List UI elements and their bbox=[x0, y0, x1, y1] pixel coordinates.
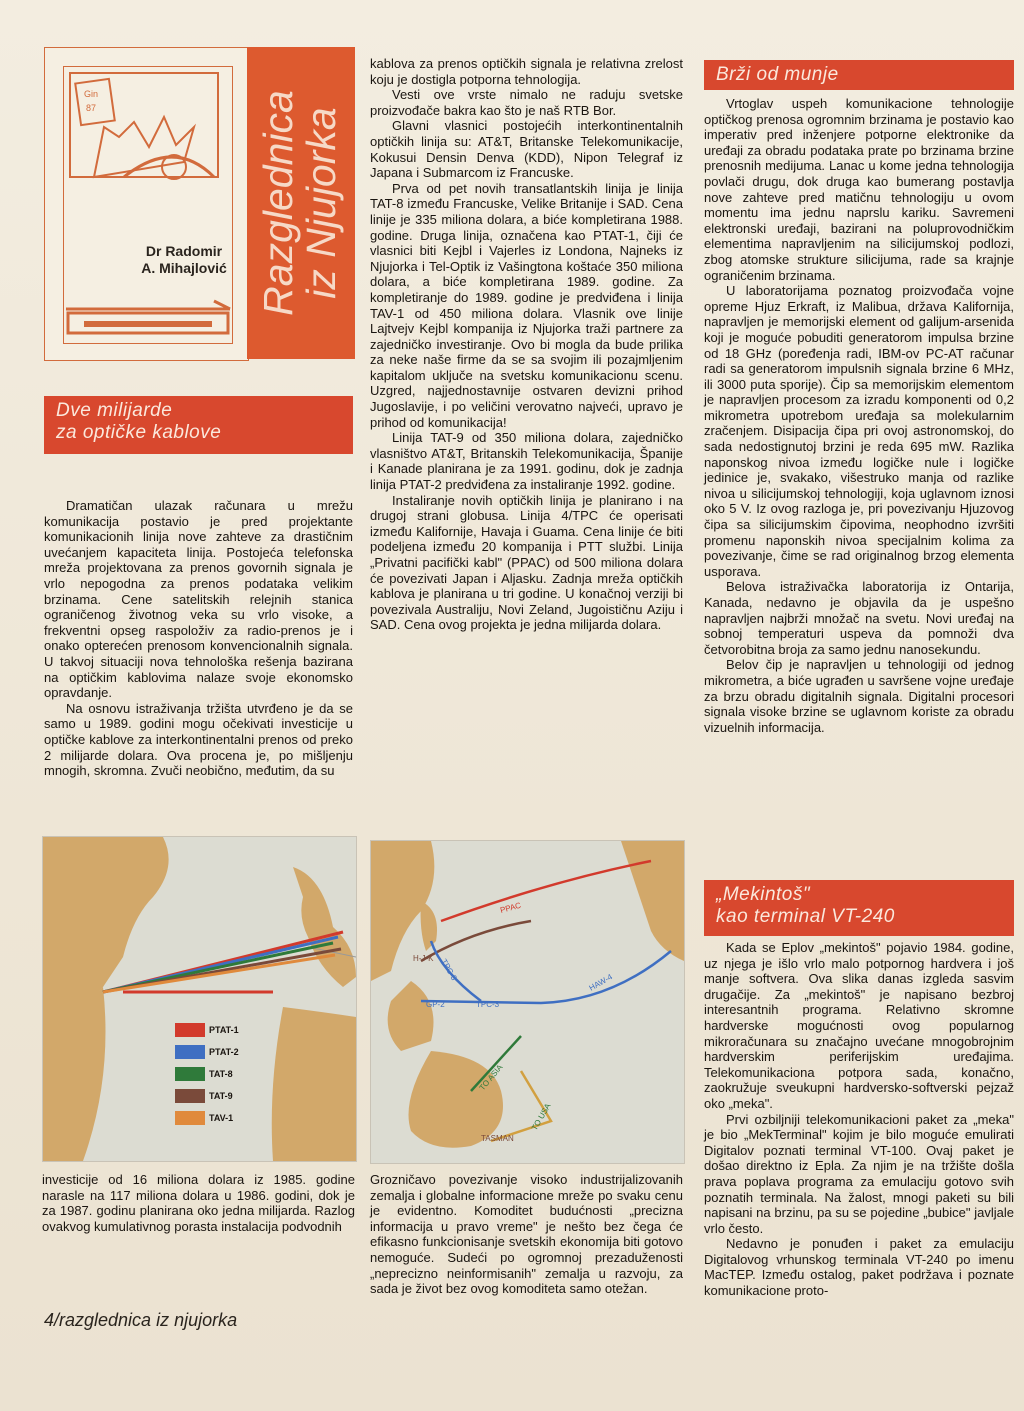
paragraph: Vesti ove vrste nimalo ne raduju svetske proizvođače bakra kao što je naš RTB Bor. bbox=[370, 87, 683, 118]
legend-item bbox=[175, 1085, 265, 1107]
paragraph: kablova za prenos optičkih signala je relativna zrelost koju je dostigla potporna tehnologija. bbox=[370, 56, 683, 87]
legend-swatch bbox=[175, 1045, 205, 1059]
article-column-3-lower bbox=[704, 940, 1014, 1299]
paragraph: Linija TAT-9 od 350 miliona dolara, zajedničko vlasništvo AT&T, Britanskih Telekomunikacija, Španije i Kanade planirana je za 1991. godinu, dok je zadnja linija PTAT-2 predviđena za instaliranje 1992. godine. bbox=[370, 430, 683, 493]
legend-item bbox=[175, 1063, 265, 1085]
paragraph: Na osnovu istraživanja tržišta utvrđeno je da se samo u 1989. godini mogu očekivati investicije u optičke kablove za interkontinentalni prenos od preko 2 milijarde dolara. Ova procena je, po mišljenju mnogih, skromna. Zvuči neobično, međutim, da su bbox=[44, 700, 353, 779]
pacific-map-graphic bbox=[371, 841, 684, 1163]
paragraph: U laboratorijama poznatog proizvođača vojne opreme Hjuz Erkraft, iz Malibua, država Kalifornija, napravljen je memorijski element od galijum-arsenida koji je moguće pobuditi generatorom impulsa brzine od 18 GHz (poređenja radi, IBM-ov PC-AT računar radi sa generatorom impulsnih signala brzine 6 MHz, ili 3000 puta sporije). Čip sa memorijskim elementom je napravljen procesom za izradu komponenti od 0,2 mikrometra upotrebom uređaja sa molekularnim zračenjem. Disipacija čipa pri ovoj astronomskoj, do sada nedostignutoj brzini je reda 695 mW. Razlika naponskog nivoa između logičke nule i logičke jedinice je, svakako, višestruko manja od razlike nivoa u silicijumskoj tehnologiji, koja uglavnom iznosi oko 5 V. Iz ovog razloga je, pri povezivanju Hjuzovog čipa sa silicijumskim čipovima, neophodno izvršiti promenu naponskih nivoa specijalnim kolima za povezivanje, čime se rad originalnog brzog elementa usporava. bbox=[704, 283, 1014, 579]
cable-label: TO ASIA bbox=[477, 1062, 505, 1093]
legend-label: TAV-1 bbox=[209, 1113, 234, 1123]
legend-swatch bbox=[175, 1067, 205, 1081]
map-legend bbox=[175, 1019, 265, 1129]
section-banner-dve-milijarde: Dve milijarde za optičke kablove bbox=[44, 396, 353, 454]
paragraph: Instaliranje novih optičkih linija je planirano i na drugoj strani globusa. Linija 4/TPC će operisati između Kalifornije, Havaja i Guama. Cena linije će biti podeljena između 20 kompanija i PTT službi. Linija „Privatni pacifički kabl" (PPAC) od 500 miliona dolara će povezivati Japan i Aljasku. Zadnja mreža optičkih kablova je planirana u tri godine. U konačnoj verziji bi povezivala Australiju, Novi Zeland, Jugoističnu Aziju i SAD. Cena ovog projekta je jedna milijarda dolara. bbox=[370, 492, 683, 633]
legend-swatch bbox=[175, 1089, 205, 1103]
section-banner-mekintos: „Mekintoš" kao terminal VT-240 bbox=[704, 880, 1014, 936]
legend-label: TAT-9 bbox=[209, 1091, 233, 1101]
page-footer: 4/razglednica iz njujorka bbox=[44, 1310, 238, 1330]
cable-label: TPC-3 bbox=[439, 957, 459, 983]
paragraph: Kada se Eplov „mekintoš" pojavio 1984. godine, uz njega je išlo vrlo malo potpornog hardvera i još manje softvera. Ova slika danas izgleda sasvim drugačije. Za „mekintoš" je napisano bezbroj interesantnih programa. Relativno skromne hardverske mogućnosti ovog popularnog mikroračunara su značajno uvećane mnogobrojnim hardverskim periferijskim uređajima. Telekomunikaciona potpora sada, konačno, zaokružuje sveukupni hardversko-softverski pejzaž oko „meka". bbox=[704, 940, 1014, 1111]
cable-label: TO USA bbox=[529, 1101, 553, 1132]
legend-item bbox=[175, 1041, 265, 1063]
postcard-illustration bbox=[64, 67, 232, 217]
paragraph: Belov čip je napravljen u tehnologiji od jednog mikrometra, a biće ugrađen u savršene vojne uređaje za brzu obradu digitalnih signala. Digitalni procesori signala visoke brzine se uglavnom koriste za obradu vizuelnih informacija. bbox=[704, 657, 1014, 735]
section-banner-brzi-od-munje: Brži od munje bbox=[704, 60, 1014, 90]
legend-label: TAT-8 bbox=[209, 1069, 233, 1079]
paragraph: Prva od pet novih transatlantskih linija je linija TAT-8 između Francuske, Velike Britanije i SAD. Cena linije je 335 miliona dolara, a biće kompletirana 1988. godine. Druga linija, označena kao PTAT-1, čiji će vlasnici biti Kejbl i Vajerles iz Londona, Najneks iz Njujorka i Tel-Optik iz Vašingtona koštaće 350 miliona dolara, a biće kompletirana 1989. godine. Za kompletiranje do 1989. godine je predviđena i linija TAV-1 od 450 miliona dolara. Vlasnik ove linije Lajtvejv Kejbl kompanija iz Njujorka traži partnere za zajedničko investiranje. Ovo bi mogla da bude prilika za neke naše firme da se sa svojim ili pozajmljenim kapitalom uključe na svetsku komunikacionu scenu. Uzgred, najjednostavnije ostvaren devizni prihod Jugoslavije, i po veličini verovatno najveći, upravo je prihod od komunikacija! bbox=[370, 180, 683, 430]
column-title: Razglednica iz Njujorka bbox=[255, 90, 344, 316]
cable-label: HAW-4 bbox=[587, 972, 614, 993]
svg-text:Gin: Gin bbox=[84, 89, 99, 99]
column-title-bar bbox=[247, 47, 355, 359]
legend-label: PTAT-2 bbox=[209, 1047, 239, 1057]
paragraph: investicije od 16 miliona dolara iz 1985. godine narasle na 117 miliona dolara u 1986. godini, dok je za 1987. godinu planirana oko jedna milijarda. Razlog ovakvog kumulativnog porasta instalacija podvodnih bbox=[42, 1172, 355, 1234]
cable-label: TASMAN bbox=[481, 1134, 514, 1143]
cable-label: H-J-K bbox=[413, 954, 434, 963]
typewriter-illustration bbox=[64, 283, 232, 343]
article-column-1 bbox=[44, 498, 353, 779]
paragraph: Belova istraživačka laboratorija iz Ontarija, Kanada, nedavno je objavila da je uspešno napravljen najbrži množač na svetu. Novi uređaj na sobnoj temperaturi uspeva da pomnoži dva četvorobitna broja za samo jednu nanosekundu. bbox=[704, 579, 1014, 657]
pacific-cable-map bbox=[370, 840, 685, 1164]
article-column-3 bbox=[704, 96, 1014, 735]
column-logo-box bbox=[44, 47, 249, 361]
legend-item bbox=[175, 1107, 265, 1129]
legend-swatch bbox=[175, 1023, 205, 1037]
author-name: Dr Radomir A. Mihajlović bbox=[141, 243, 227, 276]
paragraph: Prvi ozbiljniji telekomunikacioni paket za „meka" je bio „MekTerminal" kojim je bilo moguće emulirati Digitalov poznati terminal VT-100. Ovaj paket je došao direktno iz Epla. Za njim je na tržište došla prava poplava programa za emulaciju gotovo svih poznatih terminala. Na žalost, mnogi paketi su bili napisani na brzinu, pa su se pojedine „bubice" javljale vrlo često. bbox=[704, 1111, 1014, 1236]
paragraph: Vrtoglav uspeh komunikacione tehnologije optičkog prenosa ogromnim brzinama je postavio kao imperativ pred inženjere potporne elektronike da uređaji za obradu podataka prate po brzinama brzine prenosnih medijuma. Lanac u kome jedna tehnologija povlači drugu, dok druga kao bumerang postavlja nove zahteve pred matičnu tehnologiju u ovom momentu ima jednu naprslu kariku. Savremeni elektronski uređaji, bazirani na poluprovodničkim elementima napravljenim na silicijumskoj podlozi, zbog atomske strukture silicijuma, rade sa krajnje ograničenim brzinama. bbox=[704, 96, 1014, 283]
cable-label: GP-2 bbox=[426, 1000, 445, 1009]
paragraph: Nedavno je ponuđen i paket za emulaciju Digitalovog vrhunskog terminala VT-240 po imenu MacTEP. Između ostalog, paket podržava i poznate komunikacione proto- bbox=[704, 1236, 1014, 1299]
article-column-2-continued bbox=[370, 1172, 683, 1297]
column-logo-frame bbox=[63, 66, 233, 344]
article-column-2 bbox=[370, 56, 683, 633]
cable-label: PPAC bbox=[499, 900, 522, 915]
paragraph: Dramatičan ulazak računara u mrežu komunikacija postavio je pred projektante komunikacionih linija nove zahteve za drastičnim uvećanjem kapaciteta linija. Postojeća telefonska mreža projektovana za prenos govornih signala je vrlo nepogodna za prenos podataka velikim brzinama. Cene satelitskih relejnih stanica ograničenog životnog veka su vrlo visoke, a frekventni opseg raspoloživ za radio-prenos je i onako opterećen prenosom konvencionalnih signala. U takvoj situaciji nova tehnološka rešenja bazirana na optičkim kablovima nalaze svoje ekonomsko opravdanje. bbox=[44, 498, 353, 701]
cable-label: TPC-3 bbox=[476, 1000, 500, 1009]
paragraph: Grozničavo povezivanje visoko industrijalizovanih zemalja i globalne informacione mreže po svaku cenu je evidentno. Komoditet budućnosti „precizna informacija u pravo vreme" je nešto bez čega će efikasno funkcionisanje svetskih ekonomija biti gotovo nemoguće. Sudeći po ogromnoj prezaduženosti „neprecizno neinformisanih" zemalja u razvoju, za sada je život bez ovog komoditeta samo otežan. bbox=[370, 1172, 683, 1297]
legend-item bbox=[175, 1019, 265, 1041]
atlantic-cable-map bbox=[42, 836, 357, 1162]
legend-swatch bbox=[175, 1111, 205, 1125]
paragraph: Glavni vlasnici postojećih interkontinentalnih optičkih linija su: AT&T, Britanske Telekomunikacije, Kokusui Densin Denva (KDD), Nipon Telegraf iz Japana i Submarcom iz Francuske. bbox=[370, 118, 683, 181]
legend-label: PTAT-1 bbox=[209, 1025, 239, 1035]
svg-text:87: 87 bbox=[86, 103, 97, 113]
article-column-1-continued bbox=[42, 1172, 355, 1234]
